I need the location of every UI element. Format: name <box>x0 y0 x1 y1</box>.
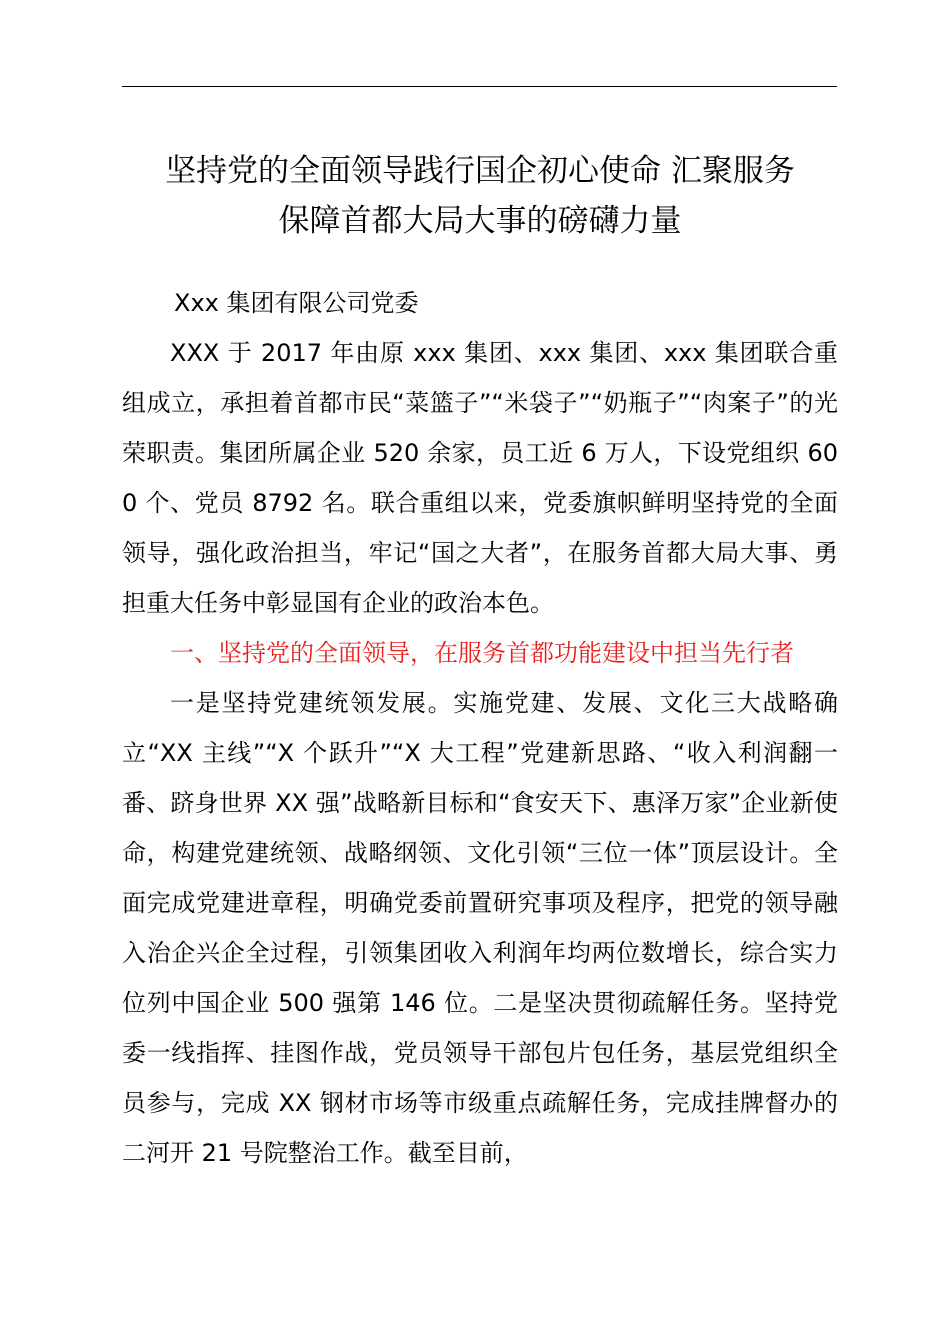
title-line-2: 保障首都大局大事的磅礴力量 <box>278 203 682 239</box>
intro-paragraph: XXX 于 2017 年由原 xxx 集团、xxx 集团、xxx 集团联合重组成立，承担着首都市民“菜篮子”“米袋子”“奶瓶子”“肉案子”的光荣职责。集团所属企业 520 余家，员工近 6 万人，下设党组织 600 个、党员 8792 名。联合重组以来，党委旗帜鲜明坚持党的全面领导，强化政治担当，牢记“国之大者”，在服务首都大局大事、勇担重大任务中彰显国有企业的政治本色。 <box>122 339 838 617</box>
header-rule <box>122 86 837 87</box>
section-heading: 一、坚持党的全面领导，在服务首都功能建设中担当先行者 <box>170 639 794 667</box>
author-line: Xxx 集团有限公司党委 <box>174 289 419 317</box>
document-body <box>122 278 838 1178</box>
document-title <box>100 146 860 246</box>
body-paragraph: 一是坚持党建统领发展。实施党建、发展、文化三大战略确立“XX 主线”“X 个跃升”“X 大工程”党建新思路、“收入利润翻一番、跻身世界 XX 强”战略新目标和“食安天下、惠泽万家”企业新使命，构建党建统领、战略纲领、文化引领“三位一体”顶层设计。全面完成党建进章程，明确党委前置研究事项及程序，把党的领导融入治企兴企全过程，引领集团收入利润年均两位数增长，综合实力位列中国企业 500 强第 146 位。二是坚决贯彻疏解任务。坚持党委一线指挥、挂图作战，党员领导干部包片包任务，基层党组织全员参与，完成 XX 钢材市场等市级重点疏解任务，完成挂牌督办的二河开 21 号院整治工作。截至目前， <box>122 689 838 1167</box>
title-line-1: 坚持党的全面领导践行国企初心使命 汇聚服务 <box>165 153 795 189</box>
